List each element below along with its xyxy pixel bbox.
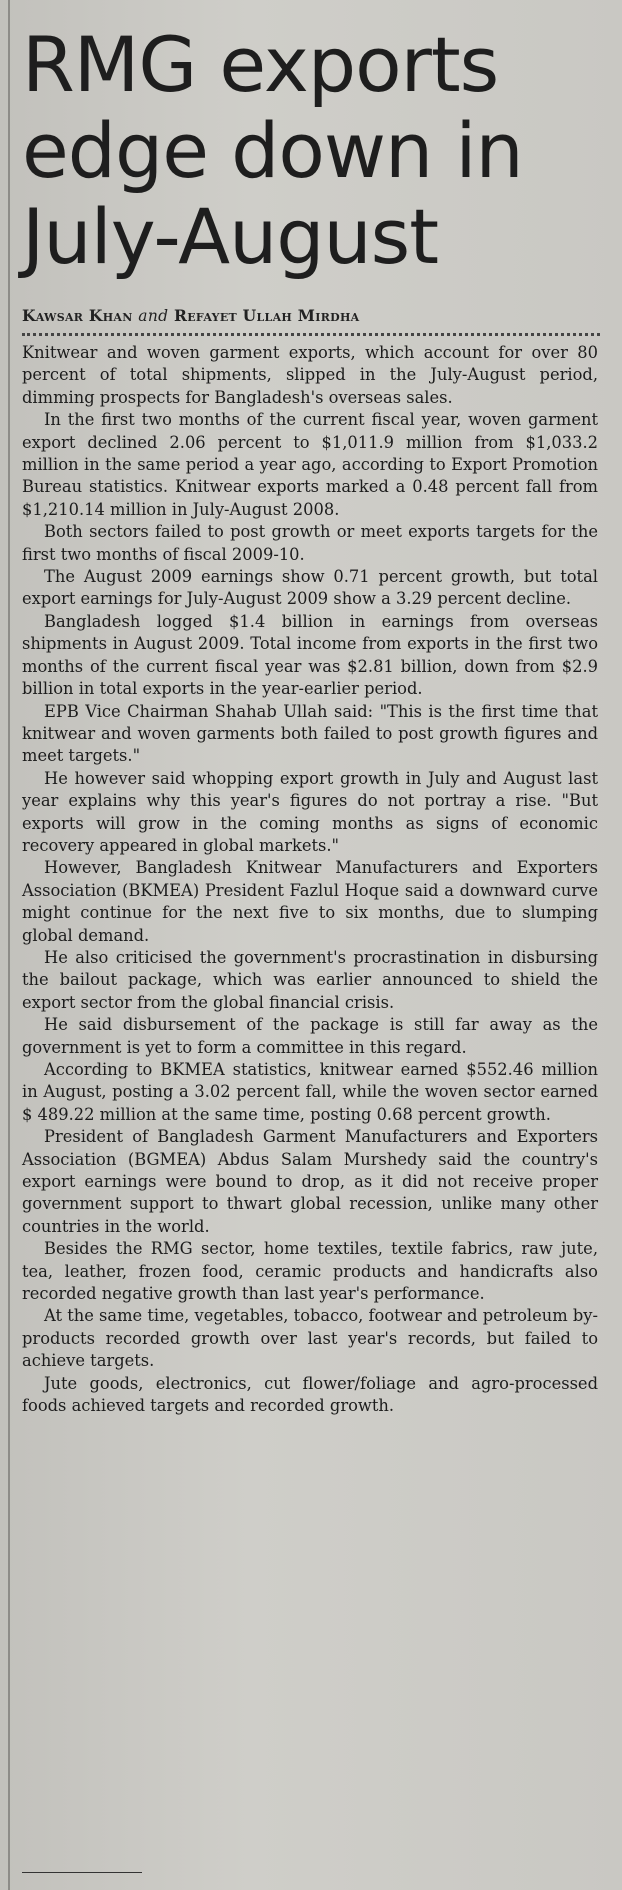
article-paragraph: According to BKMEA statistics, knitwear earned $552.46 million in August, posting a 3.02 percent fall, while the woven sector earned $ 489.22 million at the same time, posting 0.68 percent growth.	[22, 1060, 598, 1124]
bottom-rule	[22, 1872, 142, 1873]
byline-author: Refayet Ullah Mirdha	[174, 306, 360, 325]
headline-line: edge down in	[22, 106, 523, 195]
article-paragraph: Knitwear and woven garment exports, which account for over 80 percent of total shipments, slipped in the July-August period, dimming prospects for Bangladesh's overseas sales.	[22, 343, 598, 407]
article-paragraph: EPB Vice Chairman Shahab Ullah said: "This is the first time that knitwear and woven garments both failed to post growth figures and meet targets."	[22, 701, 598, 766]
byline-conjunction: and	[138, 307, 169, 325]
headline	[22, 22, 604, 280]
article-paragraph: Jute goods, electronics, cut flower/foliage and agro-processed foods achieved targets and recorded growth.	[22, 1373, 598, 1416]
byline	[22, 306, 604, 325]
article-body	[22, 342, 598, 1418]
article-paragraph: Both sectors failed to post growth or meet exports targets for the first two months of fiscal 2009-10.	[22, 522, 598, 564]
headline-line: RMG exports	[22, 20, 499, 109]
clipping-left-edge	[8, 0, 10, 1890]
article-paragraph: The August 2009 earnings show 0.71 percent growth, but total export earnings for July-August 2009 show a 3.29 percent decline.	[22, 567, 598, 609]
article-paragraph: Bangladesh logged $1.4 billion in earnings from overseas shipments in August 2009. Total income from exports in the first two months of the current fiscal year was $2.81 billion, down from $2.9 billion in total exports in the year-earlier period.	[22, 611, 598, 699]
article-paragraph: In the first two months of the current fiscal year, woven garment export declined 2.06 percent to $1,011.9 million from $1,033.2 million in the same period a year ago, according to Export Promotion Bureau statistics. Knitwear exports marked a 0.48 percent fall from $1,210.14 million in July-August 2008.	[22, 410, 598, 519]
article-paragraph: President of Bangladesh Garment Manufacturers and Exporters Association (BGMEA) Abdus Salam Murshedy said the country's export earnings were bound to drop, as it did not receive proper government support to thwart global recession, unlike many other countries in the world.	[22, 1127, 598, 1236]
headline-line: July-August	[22, 192, 439, 281]
article-paragraph: At the same time, vegetables, tobacco, footwear and petroleum by-products recorded growth over last year's records, but failed to achieve targets.	[22, 1306, 598, 1371]
dotted-separator	[22, 333, 600, 336]
article-paragraph: He said disbursement of the package is still far away as the government is yet to form a committee in this regard.	[22, 1015, 598, 1057]
article-paragraph: Besides the RMG sector, home textiles, textile fabrics, raw jute, tea, leather, frozen food, ceramic products and handicrafts also recorded negative growth than last year's performance.	[22, 1239, 598, 1304]
article-paragraph: He also criticised the government's procrastination in disbursing the bailout package, which was earlier announced to shield the export sector from the global financial crisis.	[22, 947, 598, 1012]
byline-author: Kawsar Khan	[22, 306, 133, 325]
article-paragraph: He however said whopping export growth in July and August last year explains why this year's figures do not portray a rise. "But exports will grow in the coming months as signs of economic recovery appeared in global markets."	[22, 768, 598, 855]
article-paragraph: However, Bangladesh Knitwear Manufacturers and Exporters Association (BKMEA) President Fazlul Hoque said a downward curve might continue for the next five to six months, due to slumping global demand.	[22, 858, 598, 945]
